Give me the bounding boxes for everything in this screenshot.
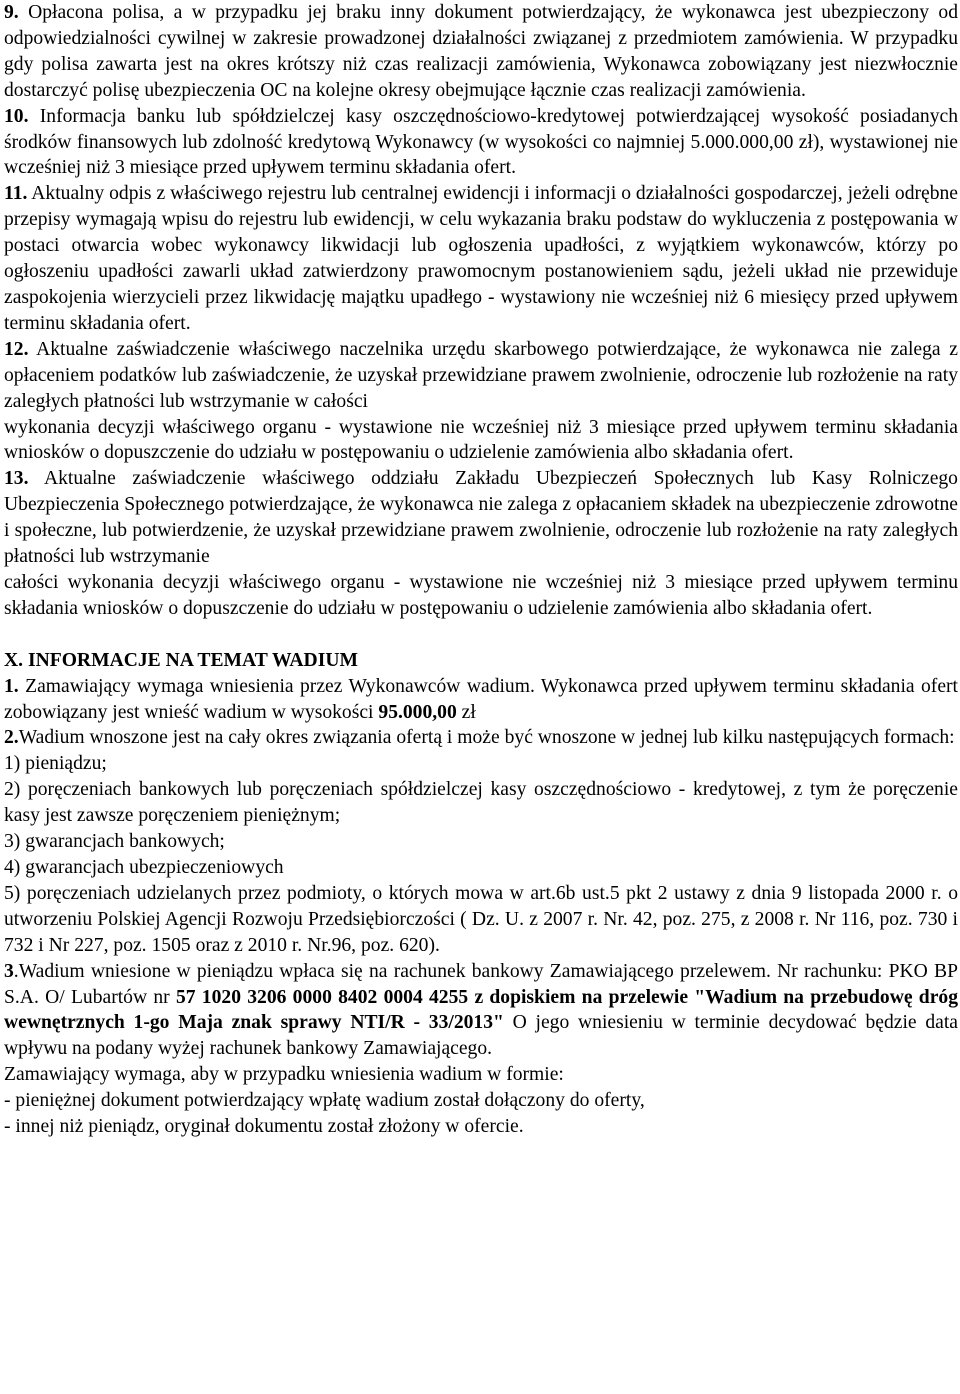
wadium-form-item: 5) poręczeniach udzielanych przez podmioty, o których mowa w art.6b ust.5 pkt 2 ustawy z dnia 9 listopada 2000 r. o utworzeniu Polskiej Agencji Rozwoju Przedsiębiorczości ( Dz. U. z 2007 r. Nr. 42, poz. 275, z 2008 r. Nr 116, poz. 730 i 732 i Nr 227, poz. 1505 oraz z 2010 r. Nr.96, poz. 620). [4,882,958,956]
item-number: 11. [4,183,28,205]
wadium-form-item: 1) pieniądzu; [4,753,107,775]
currency-unit: zł [461,701,476,723]
item-number: 10. [4,105,29,127]
item-number: 1. [4,675,19,697]
item-text: wykonania decyzji właściwego organu - wystawione nie wcześniej niż 3 miesiące przed upływem terminu składania wniosków o dopuszczenie do udziału w postępowaniu o udzielenie zamówienia albo składania ofert. [4,416,958,464]
item-text: całości wykonania decyzji właściwego organu - wystawione nie wcześniej niż 3 miesiące przed upływem terminu składania wniosków o dopuszczenie do udziału w postępowaniu o udzielenie zamówienia albo składania ofert. [4,571,958,619]
item-12 [4,337,958,415]
wadium-form-item: 3) gwarancjach bankowych; [4,831,225,853]
item-text: O jego wniesieniu w terminie decydować będzie data wpływu na podany wyżej rachunek bankowy Zamawiającego. [4,1012,958,1060]
item-text: Zamawiający wymaga wniesienia przez Wykonawców wadium. Wykonawca przed upływem terminu składania ofert zobowiązany jest wnieść wadium w wysokości [4,675,958,723]
item-number: 9. [4,2,19,23]
document-page [4,0,958,1140]
requirement-intro: Zamawiający wymaga, aby w przypadku wniesienia wadium w formie: [4,1064,564,1086]
wadium-point-3 [4,959,958,1063]
item-number: 2. [4,727,19,749]
item-text: Informacja banku lub spółdzielczej kasy oszczędnościowo-kredytowej potwierdzającej wysokość posiadanych środków finansowych lub zdolność kredytową Wykonawcy (w wysokości co najmniej 5.000.000,00 zł), wystawionej nie wcześniej niż 3 miesiące przed upływem terminu składania ofert. [4,105,959,179]
item-text: Aktualne zaświadczenie właściwego naczelnika urzędu skarbowego potwierdzające, że wykonawca nie zalega z opłaceniem podatków lub zaświadczenie, że uzyskał przewidziane prawem zwolnienie, odroczenie lub rozłożenie na raty zaległych płatności lub wstrzymanie w całości [4,338,958,412]
requirement-item: - pieniężnej dokument potwierdzający wpłatę wadium został dołączony do oferty, [4,1090,645,1112]
item-text: Wadium wnoszone jest na cały okres związania ofertą i może być wnoszone w jednej lub kilku następujących formach: [18,727,955,749]
item-13 [4,466,958,570]
wadium-amount: 95.000,00 [378,701,457,723]
item-text: Opłacona polisa, a w przypadku jej braku inny dokument potwierdzający, że wykonawca jest ubezpieczony od odpowiedzialności cywilnej w zakresie prowadzonej działalności związanej z przedmiotem zamówienia. W przypadku gdy polisa zawarta jest na okres krótszy niż czas realizacji zamówienia, Wykonawca zobowiązany jest niezwłocznie dostarczyć polisę ubezpieczenia OC na kolejne okresy obejmujące łącznie czas realizacji zamówienia. [4,2,958,101]
item-number: 12. [4,338,29,360]
spacer [4,622,958,648]
item-number: 3 [4,960,14,982]
item-text: .Wadium wniesione w pieniądzu wpłaca się na rachunek bankowy Zamawiającego przelewem. Nr rachunku: PKO BP S.A. O/ Lubartów nr [4,960,958,1008]
item-text: Aktualne zaświadczenie właściwego oddziału Zakładu Ubezpieczeń Społecznych lub Kasy Rolniczego Ubezpieczenia Społecznego potwierdzające, że wykonawca nie zalega z opłacaniem składek na ubezpieczenie zdrowotne i społeczne, lub potwierdzenie, że uzyskał przewidziane prawem zwolnienie, odroczenie lub rozłożenie na raty zaległych płatności lub wstrzymanie [4,468,958,568]
item-9 [4,0,958,104]
wadium-point-1 [4,674,958,726]
section-heading: X. INFORMACJE NA TEMAT WADIUM [4,649,358,671]
item-text: Aktualny odpis z właściwego rejestru lub centralnej ewidencji i informacji o działalności gospodarczej, jeżeli odrębne przepisy wymagają wpisu do rejestru lub ewidencji, w celu wykazania braku podstaw do wykluczenia z postępowania w postaci otwarcia wobec wykonawcy likwidacji lub ogłoszenia upadłości, z wyjątkiem wykonawców, którzy po ogłoszeniu upadłości zawarli układ zatwierdzony prawomocnym postanowieniem sądu, jeżeli układ nie przewiduje zaspokojenia wierzycieli przez likwidację majątku upadłego - wystawiony nie wcześniej niż 6 miesięcy przed upływem terminu składania ofert. [4,183,959,334]
wadium-form-item: 2) poręczeniach bankowych lub poręczeniach spółdzielczej kasy oszczędnościowo - kredytowej, z tym że poręczenie kasy jest zawsze poręczeniem pieniężnym; [4,779,958,827]
wadium-point-2 [4,725,958,751]
item-13-continuation [4,570,958,622]
item-number: 13. [4,468,29,490]
item-11 [4,181,958,336]
bank-account-number: 57 1020 3206 0000 8402 0004 4255 z dopiskiem na przelewie "Wadium na przebudowę dróg wewnętrznych 1-go Maja znak sprawy NTI/R - 33/2013" [4,986,958,1034]
wadium-form-item: 4) gwarancjach ubezpieczeniowych [4,857,284,878]
item-10 [4,104,958,182]
item-12-continuation [4,415,958,467]
requirement-item: - innej niż pieniądz, oryginał dokumentu został złożony w ofercie. [4,1116,524,1138]
